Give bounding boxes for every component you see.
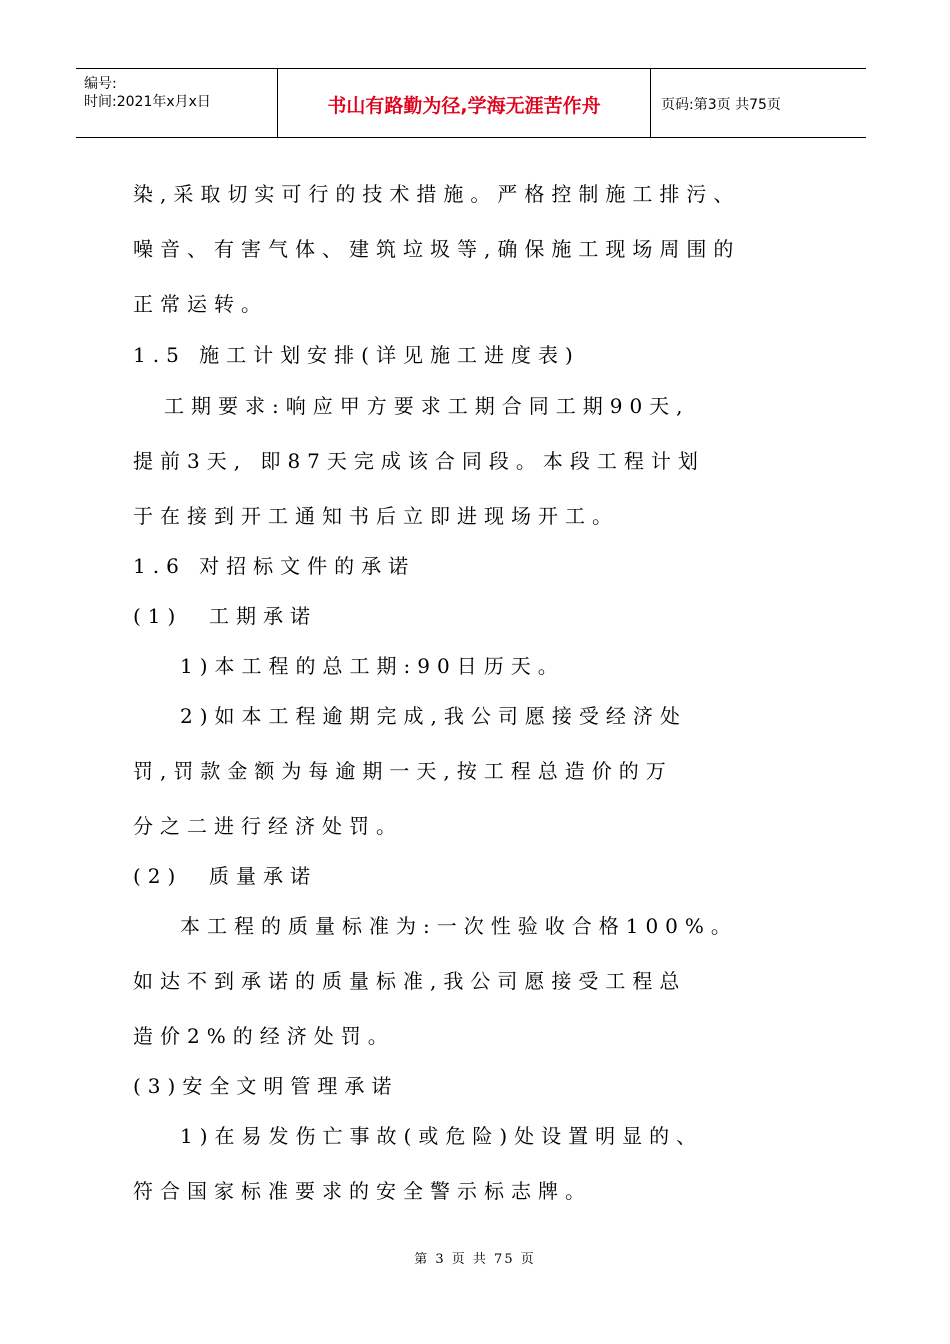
header-page-info: 页码:第3页 共75页 xyxy=(661,97,781,113)
body-line: 噪音、有害气体、建筑垃圾等,确保施工现场周围的 xyxy=(133,237,741,261)
body-line: 本工程的质量标准为:一次性验收合格100%。 xyxy=(180,914,738,938)
subsection-heading: (3)安全文明管理承诺 xyxy=(133,1074,399,1098)
body-line: 分之二进行经济处罚。 xyxy=(133,814,403,838)
body-line: 于在接到开工通知书后立即进现场开工。 xyxy=(133,504,619,528)
subsection-heading: (1) 工期承诺 xyxy=(133,604,318,628)
section-heading: 1.5 施工计划安排(详见施工进度表) xyxy=(133,343,580,367)
body-line: 如达不到承诺的质量标准,我公司愿接受工程总 xyxy=(133,969,687,993)
document-header xyxy=(76,68,866,138)
header-middle-cell xyxy=(278,69,651,137)
body-line: 罚,罚款金额为每逾期一天,按工程总造价的万 xyxy=(133,759,673,783)
body-line: 2)如本工程逾期完成,我公司愿接受经济处 xyxy=(180,704,687,728)
header-left-cell xyxy=(76,69,278,137)
section-heading: 1.6 对招标文件的承诺 xyxy=(133,554,416,578)
body-line: 染,采取切实可行的技术措施。严格控制施工排污、 xyxy=(133,182,741,206)
document-date: 时间:2021年x月x日 xyxy=(84,94,211,110)
body-line: 造价2%的经济处罚。 xyxy=(133,1024,395,1048)
body-line: 提前3天, 即87天完成该合同段。本段工程计划 xyxy=(133,449,705,473)
body-line: 1)本工程的总工期:90日历天。 xyxy=(180,654,565,678)
body-line: 工期要求:响应甲方要求工期合同工期90天, xyxy=(164,394,690,418)
page-footer: 第 3 页 共 75 页 xyxy=(414,1252,536,1267)
header-right-cell xyxy=(651,69,866,137)
body-line: 符合国家标准要求的安全警示标志牌。 xyxy=(133,1179,592,1203)
body-line: 正常运转。 xyxy=(133,292,268,316)
header-motto: 书山有路勤为径,学海无涯苦作舟 xyxy=(327,95,601,117)
body-line: 1)在易发伤亡事故(或危险)处设置明显的、 xyxy=(180,1124,704,1148)
subsection-heading: (2) 质量承诺 xyxy=(133,864,318,888)
document-number: 编号: xyxy=(84,76,117,92)
